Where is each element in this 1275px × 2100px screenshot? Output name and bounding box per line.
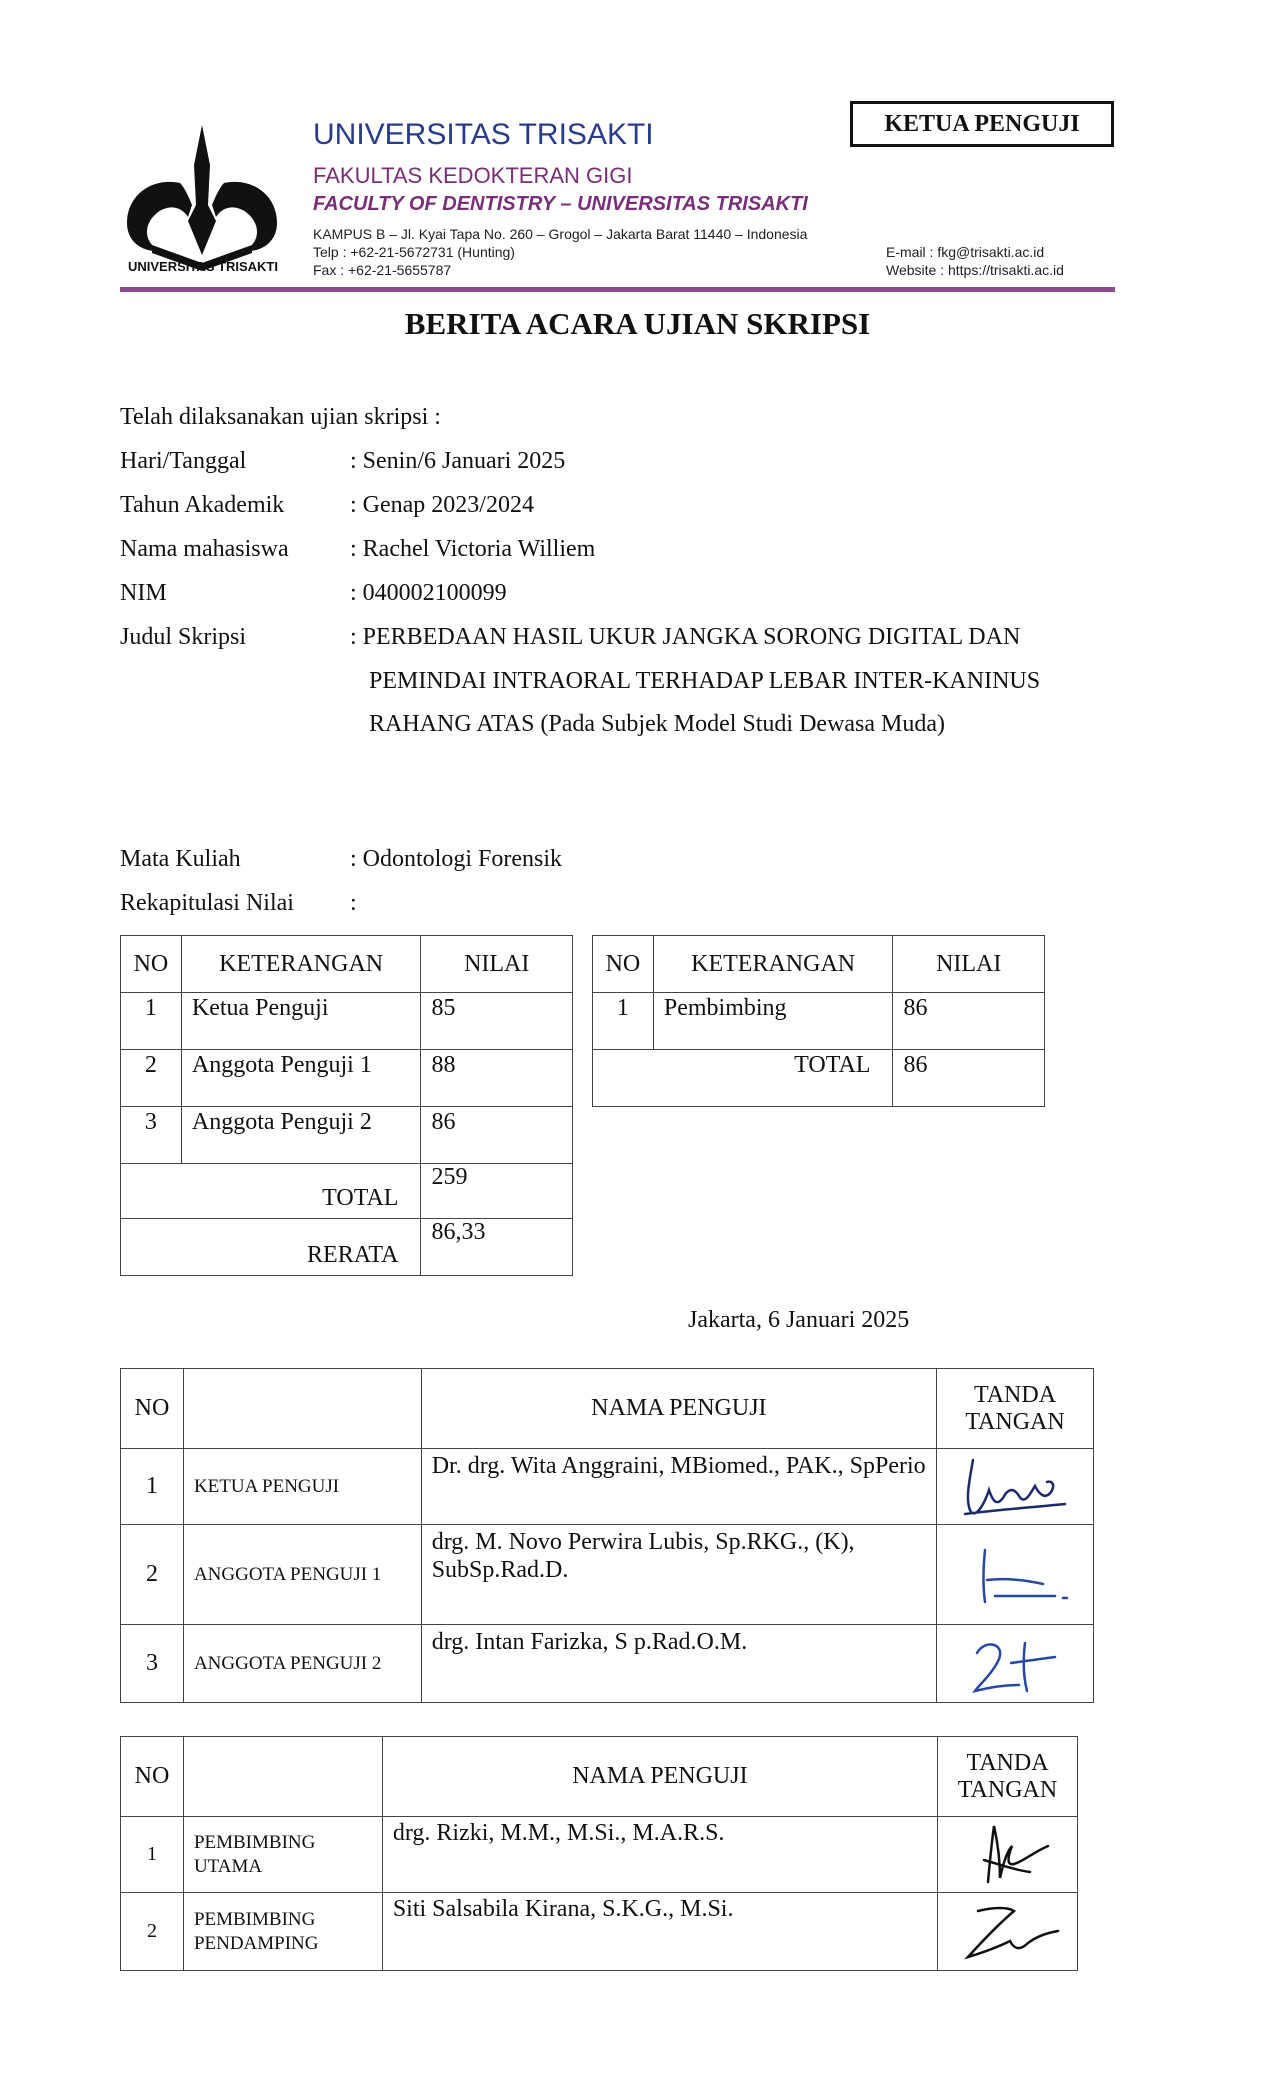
supervisors-table (120, 1736, 1078, 1971)
hari-label: Hari/Tanggal (120, 448, 247, 474)
row-name: Siti Salsabila Kirana, S.K.G., M.Si. (382, 1893, 937, 1971)
telp-line: Telp : +62-21-5672731 (Hunting) (313, 244, 515, 260)
row-name: drg. M. Novo Perwira Lubis, Sp.RKG., (K), SubSp.Rad.D. (421, 1525, 936, 1625)
table-header-row (121, 1737, 1078, 1817)
nama-label: Nama mahasiswa (120, 536, 289, 562)
judul-line-2: PEMINDAI INTRAORAL TERHADAP LEBAR INTER-KANINUS (369, 668, 1041, 694)
row-no: 1 (121, 993, 182, 1050)
table-row (121, 1525, 1094, 1625)
nim-label: NIM (120, 580, 167, 606)
col-header-nilai: NILAI (893, 936, 1045, 993)
row-role: ANGGOTA PENGUJI 2 (183, 1625, 421, 1703)
col-header-tanda-tangan (937, 1369, 1094, 1449)
col-header-nama: NAMA PENGUJI (382, 1737, 937, 1817)
examiners-table (120, 1368, 1094, 1703)
col-header-keterangan: KETERANGAN (653, 936, 893, 993)
row-nilai: 85 (421, 993, 573, 1050)
col-header-role (183, 1737, 382, 1817)
row-no: 3 (121, 1625, 184, 1703)
row-name: drg. Intan Farizka, S p.Rad.O.M. (421, 1625, 936, 1703)
address-line: KAMPUS B – Jl. Kyai Tapa No. 260 – Grogol – Jakarta Barat 11440 – Indonesia (313, 226, 808, 242)
header-tanda: TANDA (966, 1749, 1049, 1776)
table-row (121, 1107, 573, 1164)
row-name: Dr. drg. Wita Anggraini, MBiomed., PAK., SpPerio (421, 1449, 936, 1525)
row-nilai: 86 (421, 1107, 573, 1164)
hari-value: : Senin/6 Januari 2025 (350, 448, 566, 474)
total-label: TOTAL (593, 1050, 893, 1107)
judul-line-3: RAHANG ATAS (Pada Subjek Model Studi Dewasa Muda) (369, 711, 946, 737)
row-nilai: 88 (421, 1050, 573, 1107)
nim-value: : 040002100099 (350, 580, 507, 606)
tahun-label: Tahun Akademik (120, 492, 285, 518)
university-logo-icon (122, 125, 282, 275)
row-keterangan: Ketua Penguji (181, 993, 421, 1050)
row-keterangan: Anggota Penguji 1 (181, 1050, 421, 1107)
col-header-no: NO (121, 936, 182, 993)
col-header-keterangan: KETERANGAN (181, 936, 421, 993)
university-name: UNIVERSITAS TRISAKTI (313, 118, 654, 151)
nama-value: : Rachel Victoria Williem (350, 536, 596, 562)
signature-icon (948, 1820, 1068, 1890)
table-row (121, 1449, 1094, 1525)
header-rule (120, 287, 1115, 292)
header-tanda: TANDA (973, 1381, 1057, 1408)
row-role: KETUA PENGUJI (183, 1449, 421, 1525)
rekap-label: Rekapitulasi Nilai (120, 890, 294, 916)
faculty-name-en: FACULTY OF DENTISTRY – UNIVERSITAS TRISAKTI (313, 193, 808, 215)
row-signature (937, 1525, 1094, 1625)
header-tangan: TANGAN (965, 1408, 1065, 1435)
col-header-tanda-tangan (938, 1737, 1078, 1817)
row-keterangan: Pembimbing (653, 993, 893, 1050)
total-row (593, 1050, 1045, 1107)
row-signature (937, 1625, 1094, 1703)
signature-icon (955, 1629, 1075, 1699)
rerata-value: 86,33 (421, 1219, 573, 1276)
rekap-value: : (350, 890, 357, 916)
col-header-nilai: NILAI (421, 936, 573, 993)
table-row (121, 993, 573, 1050)
row-signature (938, 1893, 1078, 1971)
col-header-no: NO (593, 936, 654, 993)
fax-line: Fax : +62-21-5655787 (313, 262, 452, 278)
table-header-row (121, 936, 573, 993)
row-role: PEMBIMBING UTAMA (183, 1817, 382, 1893)
contact-block (886, 243, 1064, 279)
header-tangan: TANGAN (957, 1776, 1058, 1803)
signature-icon (955, 1452, 1075, 1522)
col-header-role (183, 1369, 421, 1449)
tahun-value: : Genap 2023/2024 (350, 492, 534, 518)
row-role: PEMBIMBING PENDAMPING (183, 1893, 382, 1971)
row-name: drg. Rizki, M.M., M.Si., M.A.R.S. (382, 1817, 937, 1893)
scores-table-examiners (120, 935, 573, 1276)
total-value: 259 (421, 1164, 573, 1219)
row-role: ANGGOTA PENGUJI 1 (183, 1525, 421, 1625)
row-signature (938, 1817, 1078, 1893)
table-row (593, 993, 1045, 1050)
place-date: Jakarta, 6 Januari 2025 (688, 1307, 910, 1333)
col-header-nama: NAMA PENGUJI (421, 1369, 936, 1449)
document-title: BERITA ACARA UJIAN SKRIPSI (404, 306, 871, 341)
judul-line-1: : PERBEDAAN HASIL UKUR JANGKA SORONG DIGITAL DAN (350, 624, 1021, 650)
rerata-row (121, 1219, 573, 1276)
col-header-no: NO (121, 1737, 184, 1817)
address-block (313, 225, 807, 279)
row-no: 1 (121, 1449, 184, 1525)
total-label: TOTAL (121, 1164, 421, 1219)
table-row (121, 1625, 1094, 1703)
row-no: 1 (593, 993, 654, 1050)
signature-icon (955, 1540, 1075, 1610)
faculty-name-id: FAKULTAS KEDOKTERAN GIGI (313, 163, 633, 188)
row-signature (937, 1449, 1094, 1525)
email-line: E-mail : fkg@trisakti.ac.id (886, 244, 1045, 260)
row-no: 2 (121, 1893, 184, 1971)
table-row (121, 1050, 573, 1107)
intro-text: Telah dilaksanakan ujian skripsi : (120, 404, 441, 430)
table-header-row (121, 1369, 1094, 1449)
col-header-no: NO (121, 1369, 184, 1449)
row-keterangan: Anggota Penguji 2 (181, 1107, 421, 1164)
row-nilai: 86 (893, 993, 1045, 1050)
website-line: Website : https://trisakti.ac.id (886, 262, 1064, 278)
mk-label: Mata Kuliah (120, 846, 241, 872)
row-no: 1 (121, 1817, 184, 1893)
row-no: 2 (121, 1525, 184, 1625)
table-row (121, 1893, 1078, 1971)
total-value: 86 (893, 1050, 1045, 1107)
judul-label: Judul Skripsi (120, 624, 247, 650)
rerata-label: RERATA (121, 1219, 421, 1276)
logo-caption: UNIVERSITAS TRISAKTI (128, 259, 278, 274)
scores-table-supervisor (592, 935, 1045, 1107)
total-row (121, 1164, 573, 1219)
role-badge: KETUA PENGUJI (850, 101, 1114, 147)
table-row (121, 1817, 1078, 1893)
mk-value: : Odontologi Forensik (350, 846, 563, 872)
table-header-row (593, 936, 1045, 993)
row-no: 2 (121, 1050, 182, 1107)
row-no: 3 (121, 1107, 182, 1164)
signature-icon (948, 1897, 1068, 1967)
